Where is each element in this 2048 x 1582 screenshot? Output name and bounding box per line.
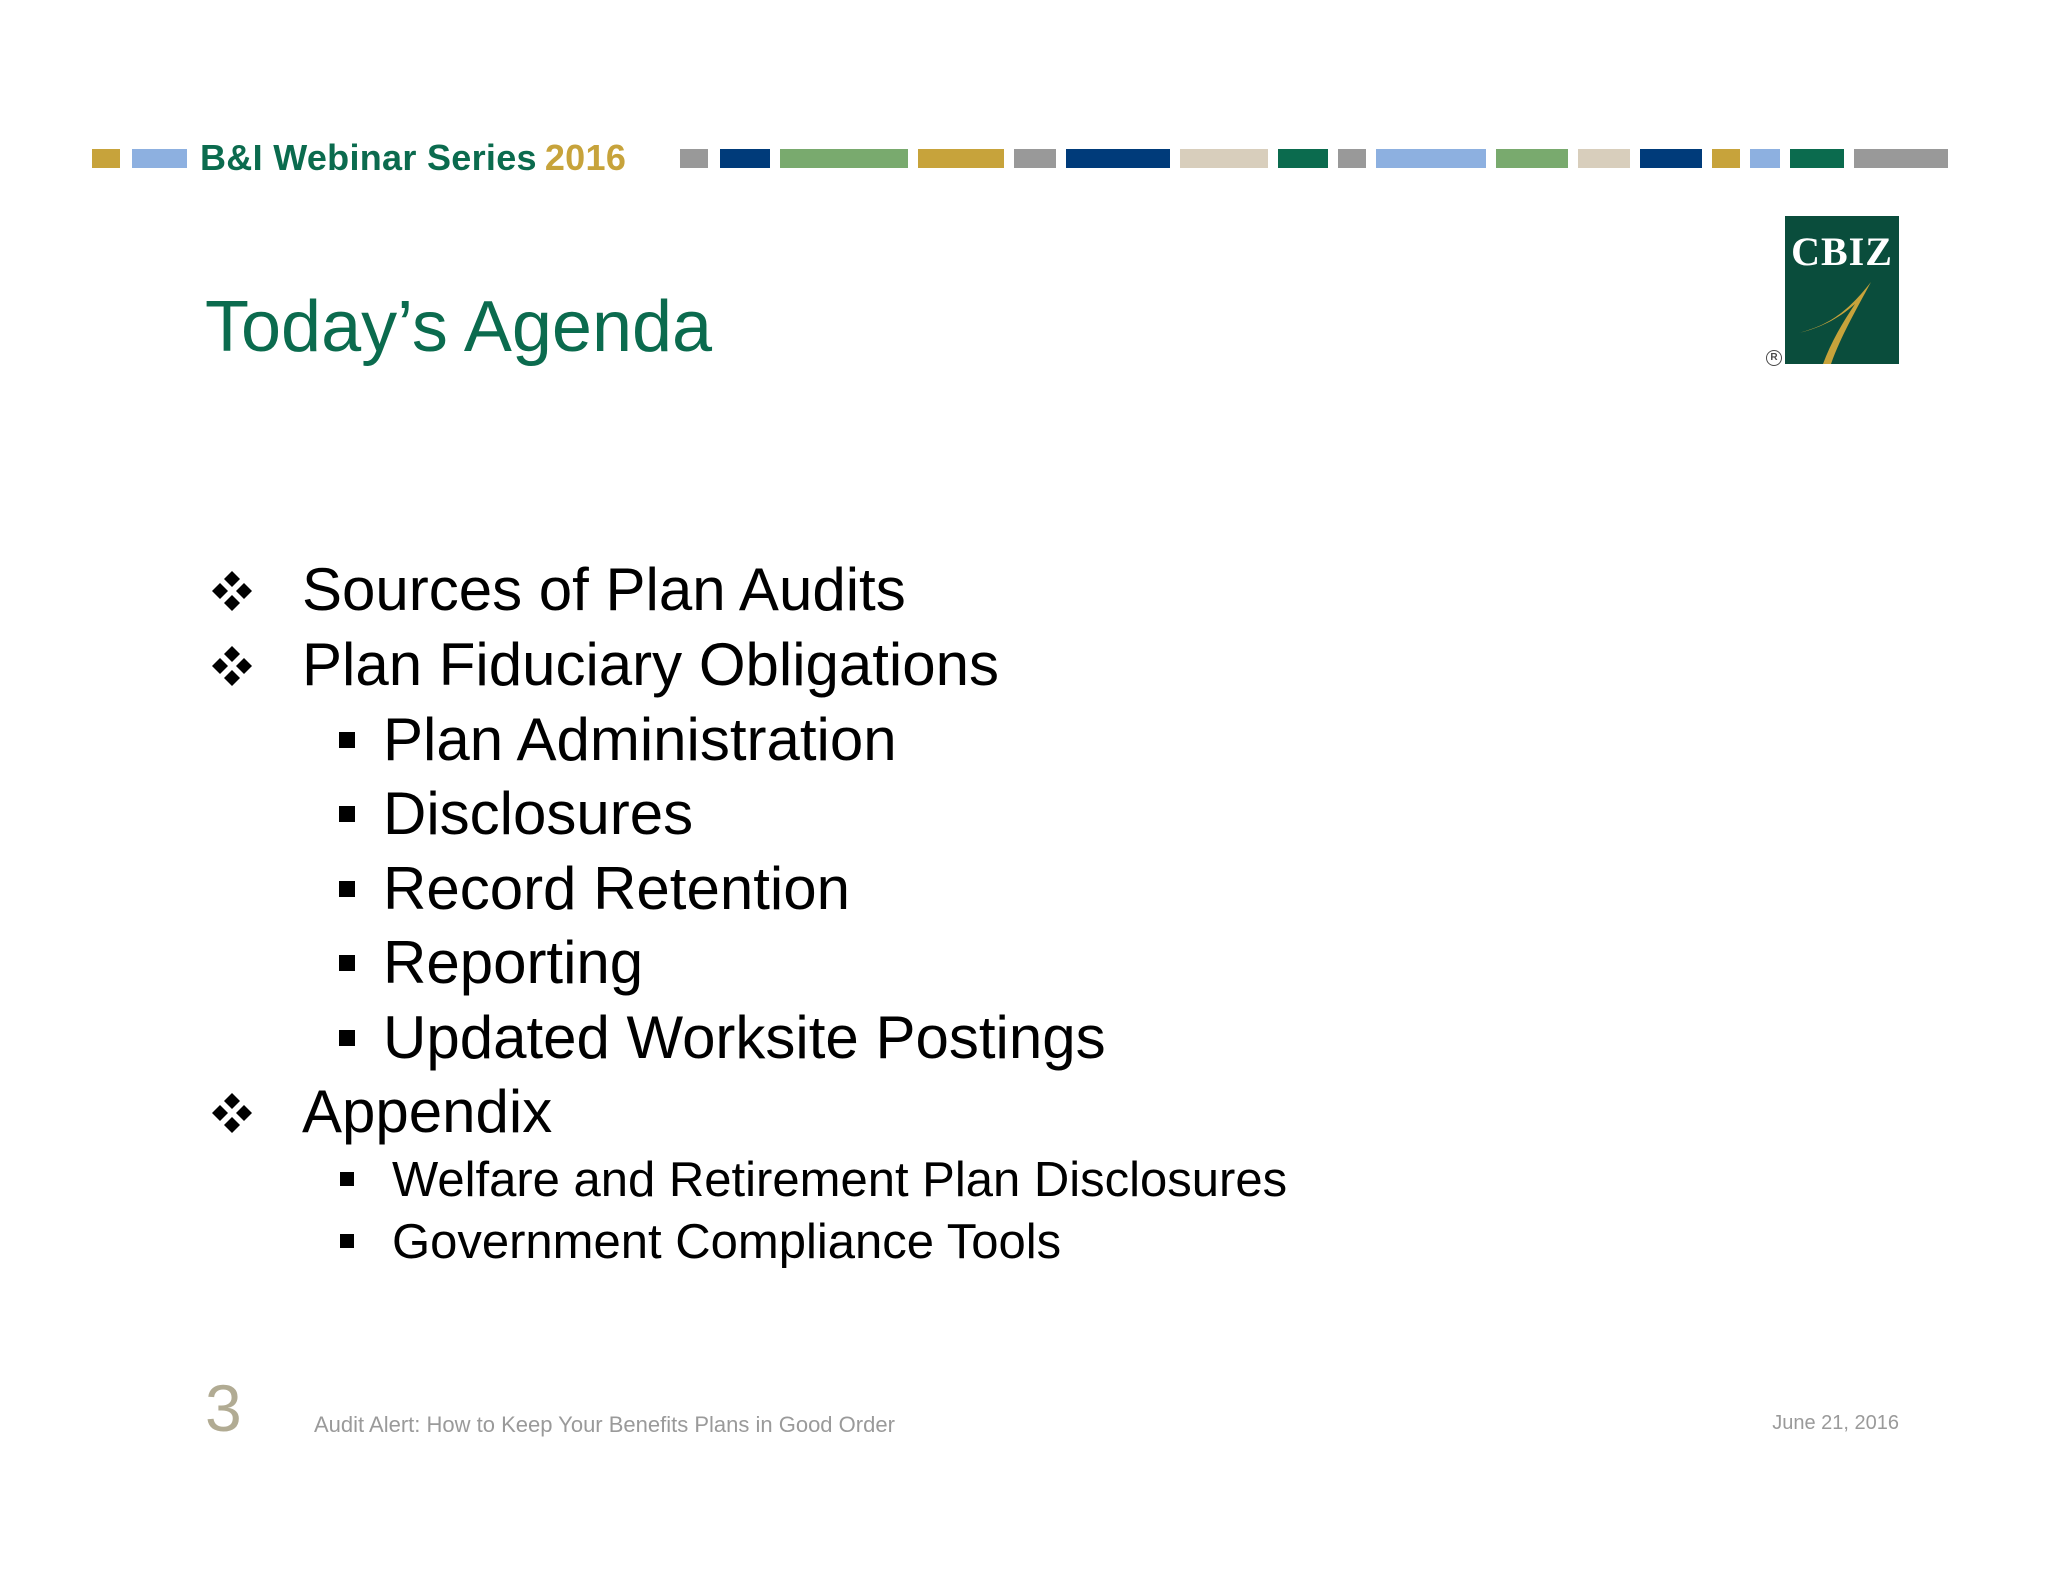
stripe-segment (780, 149, 908, 168)
footer-presentation-title: Audit Alert: How to Keep Your Benefits Plans in Good Order (314, 1412, 895, 1437)
agenda-item: Sources of Plan Audits (302, 556, 906, 623)
stripe-segment (720, 149, 770, 168)
stripe-segment (1014, 149, 1056, 168)
stripe-segment (1278, 149, 1328, 168)
stripe-segment (1640, 149, 1702, 168)
stripe-segment (1712, 149, 1740, 168)
square-bullet-icon (339, 955, 355, 971)
registered-trademark-icon: R (1766, 350, 1782, 366)
agenda-subitem: Government Compliance Tools (392, 1215, 1062, 1269)
diamond-bullet-icon (210, 569, 254, 613)
series-name: B&I Webinar Series (200, 137, 537, 178)
agenda-item: Plan Fiduciary Obligations (302, 631, 1000, 698)
stripe-segment (1376, 149, 1486, 168)
stripe-segment (1578, 149, 1630, 168)
stripe-segment (1066, 149, 1170, 168)
square-bullet-icon (339, 732, 355, 748)
page-number: 3 (205, 1371, 242, 1445)
stripe-segment (1496, 149, 1568, 168)
square-bullet-icon (339, 806, 355, 822)
square-bullet-icon (339, 881, 355, 897)
stripe-segment (1180, 149, 1268, 168)
agenda-subitem: Updated Worksite Postings (383, 1004, 1106, 1071)
series-year: 2016 (544, 137, 627, 178)
agenda-subitem: Welfare and Retirement Plan Disclosures (392, 1153, 1288, 1207)
cbiz-logo (1785, 216, 1899, 364)
page-title: Today’s Agenda (205, 287, 713, 367)
diamond-bullet-icon (210, 1091, 254, 1135)
stripe-segment (1338, 149, 1366, 168)
header-bar (92, 139, 1958, 177)
stripe-segment (680, 149, 708, 168)
agenda-item: Appendix (302, 1078, 553, 1145)
webinar-series-title (200, 139, 626, 177)
diamond-bullet-icon (210, 644, 254, 688)
square-bullet-icon (340, 1172, 354, 1186)
logo-text: CBIZ (1791, 229, 1893, 274)
agenda-subitem: Disclosures (383, 780, 694, 847)
square-bullet-icon (340, 1234, 354, 1248)
agenda-subitem: Reporting (383, 929, 644, 996)
square-bullet-icon (339, 1030, 355, 1046)
agenda-subitem: Plan Administration (383, 706, 897, 773)
stripe-segment (92, 149, 120, 168)
stripe-segment (918, 149, 1004, 168)
footer-date: June 21, 2016 (1772, 1412, 1899, 1434)
agenda-subitem: Record Retention (383, 855, 850, 922)
stripe-segment (1790, 149, 1844, 168)
stripe-segment (132, 149, 187, 168)
stripe-segment (1854, 149, 1948, 168)
stripe-segment (1750, 149, 1780, 168)
